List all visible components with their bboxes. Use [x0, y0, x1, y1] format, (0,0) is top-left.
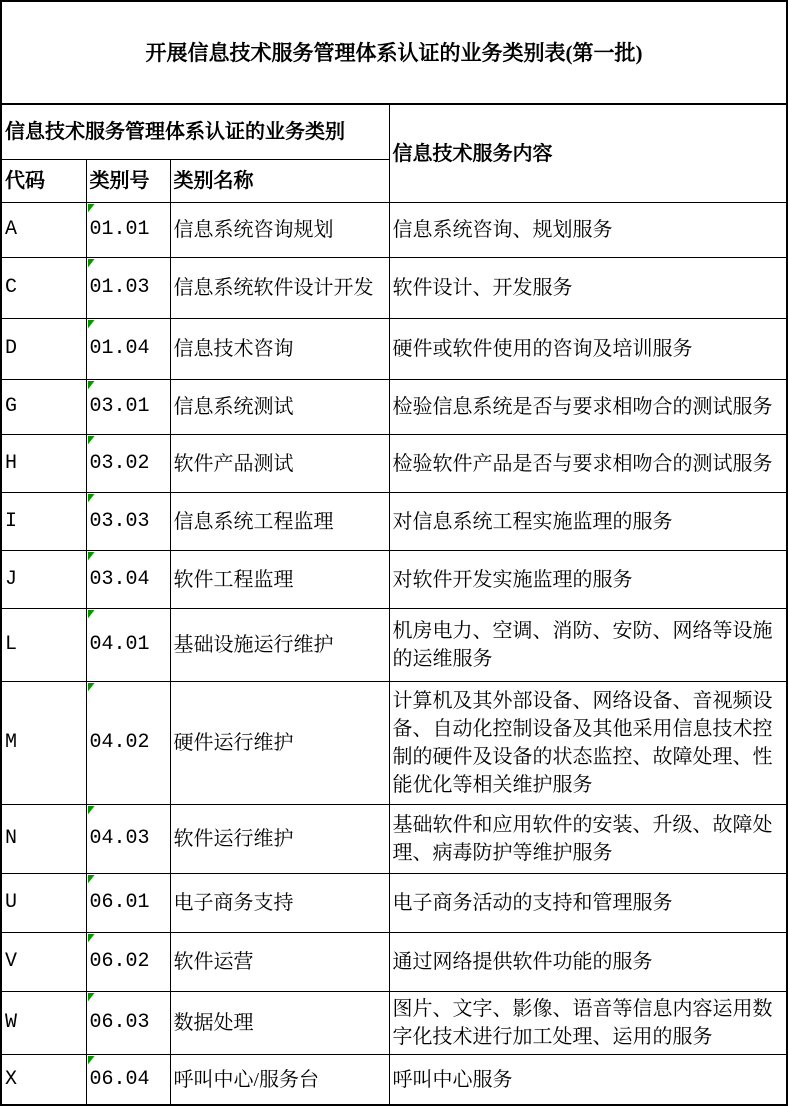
table-row [1, 609, 787, 682]
number-stored-as-text-marker-icon [88, 436, 95, 445]
code-cell: H [1, 435, 86, 493]
table-row [1, 682, 787, 805]
table-row [1, 493, 787, 551]
code-cell: I [1, 493, 86, 551]
category-number-text: 01.03 [89, 276, 150, 299]
column-header-category-name: 类别名称 [170, 160, 389, 203]
group-header-cell: 信息技术服务管理体系认证的业务类别 [1, 104, 389, 160]
page-title: 开展信息技术服务管理体系认证的业务类别表(第一批) [1, 1, 787, 104]
category-number-text: 04.02 [89, 731, 150, 754]
service-content-cell: 硬件或软件使用的咨询及培训服务 [389, 319, 787, 380]
category-name-cell: 软件产品测试 [170, 435, 389, 493]
service-content-cell: 检验信息系统是否与要求相吻合的测试服务 [389, 380, 787, 435]
category-name-cell: 呼叫中心/服务台 [170, 1055, 389, 1106]
title-row [1, 1, 787, 104]
number-stored-as-text-marker-icon [88, 381, 95, 390]
table-row [1, 874, 787, 933]
table-row [1, 319, 787, 380]
category-number-cell [86, 609, 170, 682]
category-name-cell: 软件工程监理 [170, 551, 389, 609]
code-cell: U [1, 874, 86, 933]
code-cell: V [1, 933, 86, 992]
code-cell: N [1, 805, 86, 874]
category-number-cell [86, 1055, 170, 1106]
number-stored-as-text-marker-icon [88, 610, 95, 619]
category-name-cell: 电子商务支持 [170, 874, 389, 933]
code-cell: G [1, 380, 86, 435]
service-content-cell: 呼叫中心服务 [389, 1055, 787, 1106]
code-cell: M [1, 682, 86, 805]
category-number-cell [86, 319, 170, 380]
category-name-cell: 信息技术咨询 [170, 319, 389, 380]
category-number-cell [86, 805, 170, 874]
category-number-text: 04.01 [89, 633, 150, 656]
code-cell: C [1, 258, 86, 319]
number-stored-as-text-marker-icon [88, 683, 95, 692]
category-number-cell [86, 493, 170, 551]
service-content-cell: 基础软件和应用软件的安装、升级、故障处理、病毒防护等维护服务 [389, 805, 787, 874]
header-row-group [1, 104, 787, 160]
category-name-cell: 信息系统测试 [170, 380, 389, 435]
number-stored-as-text-marker-icon [88, 320, 95, 329]
service-content-cell: 对软件开发实施监理的服务 [389, 551, 787, 609]
category-number-cell [86, 380, 170, 435]
category-number-text: 01.04 [89, 337, 150, 360]
category-number-cell [86, 258, 170, 319]
category-number-cell [86, 682, 170, 805]
column-header-category-number: 类别号 [86, 160, 170, 203]
column-header-code: 代码 [1, 160, 86, 203]
category-name-cell: 基础设施运行维护 [170, 609, 389, 682]
number-stored-as-text-marker-icon [88, 204, 95, 213]
code-cell: J [1, 551, 86, 609]
category-number-text: 04.03 [89, 827, 150, 850]
number-stored-as-text-marker-icon [88, 875, 95, 884]
number-stored-as-text-marker-icon [88, 806, 95, 815]
table-row [1, 992, 787, 1055]
table-row [1, 551, 787, 609]
category-number-text: 06.04 [89, 1067, 150, 1091]
table-row [1, 805, 787, 874]
code-cell: L [1, 609, 86, 682]
category-number-text: 06.01 [89, 891, 150, 914]
category-number-cell [86, 992, 170, 1055]
service-content-cell: 信息系统咨询、规划服务 [389, 203, 787, 258]
code-cell: A [1, 203, 86, 258]
service-content-cell: 图片、文字、影像、语音等信息内容运用数字化技术进行加工处理、运用的服务 [389, 992, 787, 1055]
category-number-cell [86, 203, 170, 258]
number-stored-as-text-marker-icon [88, 1056, 95, 1065]
category-number-text: 01.01 [89, 218, 150, 241]
category-name-cell: 软件运行维护 [170, 805, 389, 874]
category-number-text: 03.03 [89, 509, 150, 533]
service-content-cell: 软件设计、开发服务 [389, 258, 787, 319]
table-row [1, 203, 787, 258]
category-number-cell [86, 435, 170, 493]
table-row [1, 435, 787, 493]
code-cell: X [1, 1055, 86, 1106]
code-cell: D [1, 319, 86, 380]
number-stored-as-text-marker-icon [88, 993, 95, 1002]
category-name-cell: 硬件运行维护 [170, 682, 389, 805]
number-stored-as-text-marker-icon [88, 934, 95, 943]
category-number-text: 03.01 [89, 395, 150, 418]
service-content-cell: 机房电力、空调、消防、安防、网络等设施的运维服务 [389, 609, 787, 682]
table-row [1, 380, 787, 435]
category-number-cell [86, 551, 170, 609]
service-content-cell: 通过网络提供软件功能的服务 [389, 933, 787, 992]
category-number-text: 03.04 [89, 567, 150, 591]
table-row [1, 933, 787, 992]
category-number-cell [86, 933, 170, 992]
category-name-cell: 信息系统咨询规划 [170, 203, 389, 258]
table-row [1, 1055, 787, 1106]
category-number-text: 03.02 [89, 451, 150, 475]
category-number-cell [86, 874, 170, 933]
number-stored-as-text-marker-icon [88, 552, 95, 561]
category-name-cell: 软件运营 [170, 933, 389, 992]
service-content-cell: 检验软件产品是否与要求相吻合的测试服务 [389, 435, 787, 493]
service-content-cell: 电子商务活动的支持和管理服务 [389, 874, 787, 933]
category-name-cell: 数据处理 [170, 992, 389, 1055]
content-header-cell: 信息技术服务内容 [389, 104, 787, 203]
category-number-text: 06.02 [89, 950, 150, 973]
table-row [1, 258, 787, 319]
code-cell: W [1, 992, 86, 1055]
service-content-cell: 对信息系统工程实施监理的服务 [389, 493, 787, 551]
number-stored-as-text-marker-icon [88, 494, 95, 503]
service-content-cell: 计算机及其外部设备、网络设备、音视频设备、自动化控制设备及其他采用信息技术控制的硬件及设备的状态监控、故障处理、性能优化等相关维护服务 [389, 682, 787, 805]
category-number-text: 06.03 [89, 1011, 150, 1034]
number-stored-as-text-marker-icon [88, 259, 95, 268]
category-name-cell: 信息系统软件设计开发 [170, 258, 389, 319]
category-name-cell: 信息系统工程监理 [170, 493, 389, 551]
